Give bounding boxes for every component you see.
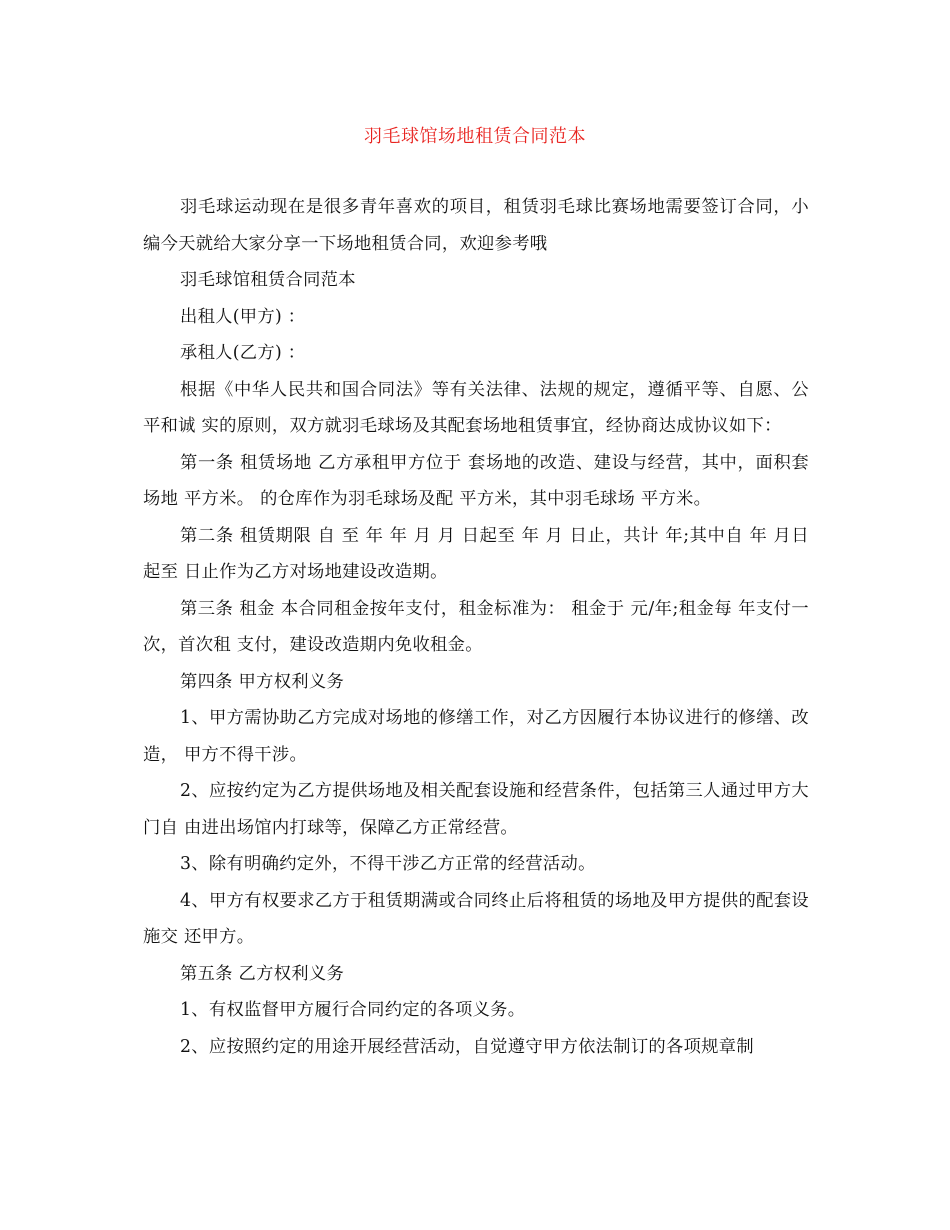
paragraph-article-2: 第二条 租赁期限 自 至 年 年 月 月 日起至 年 月 日止，共计 年;其中自 年 月日起至 日止作为乙方对场地建设改造期。 bbox=[143, 525, 809, 582]
paragraph-lessee: 承租人(乙方) ： bbox=[180, 343, 306, 363]
document-title: 羽毛球馆场地租赁合同范本 bbox=[364, 126, 586, 147]
paragraph-article-1: 第一条 租赁场地 乙方承租甲方位于 套场地的改造、建设与经营，其中，面积套场地 平方米。 的仓库作为羽毛球场及配 平方米，其中羽毛球场 平方米。 bbox=[143, 452, 809, 509]
paragraph-article-5-item-1: 1、有权监督甲方履行合同约定的各项义务。 bbox=[180, 1000, 526, 1020]
paragraph-article-4-heading: 第四条 甲方权利义务 bbox=[180, 671, 345, 692]
paragraph-preamble: 根据《中华人民共和国合同法》等有关法律、法规的规定，遵循平等、自愿、公平和诚 实的原则，双方就羽毛球场及其配套场地租赁事宜，经协商达成协议如下： bbox=[143, 379, 809, 436]
paragraph-article-4-item-2: 2、应按约定为乙方提供场地及相关配套设施和经营条件，包括第三人通过甲方大门自 由进出场馆内打球等，保障乙方正常经营。 bbox=[143, 781, 809, 838]
paragraph-article-4-item-1: 1、甲方需协助乙方完成对场地的修缮工作，对乙方因履行本协议进行的修缮、改造， 甲方不得干涉。 bbox=[143, 708, 809, 765]
paragraph-article-3: 第三条 租金 本合同租金按年支付，租金标准为： 租金于 元/年;租金每 年支付一次，首次租 支付，建设改造期内免收租金。 bbox=[143, 598, 809, 655]
paragraph-article-5-heading: 第五条 乙方权利义务 bbox=[180, 963, 345, 984]
paragraph-intro: 羽毛球运动现在是很多青年喜欢的项目，租赁羽毛球比赛场地需要签订合同，小编今天就给大家分享一下场地租赁合同，欢迎参考哦 bbox=[143, 197, 809, 254]
paragraph-article-4-item-3: 3、除有明确约定外，不得干涉乙方正常的经营活动。 bbox=[180, 854, 596, 874]
document-body bbox=[143, 189, 809, 1065]
paragraph-lessor: 出租人(甲方) ： bbox=[180, 306, 306, 327]
paragraph-article-5-item-2: 2、应按照约定的用途开展经营活动，自觉遵守甲方依法制订的各项规章制 bbox=[180, 1036, 754, 1057]
paragraph-article-4-item-4: 4、甲方有权要求乙方于租赁期满或合同终止后将租赁的场地及甲方提供的配套设施交 还甲方。 bbox=[143, 890, 809, 947]
paragraph-subtitle: 羽毛球馆租赁合同范本 bbox=[180, 270, 356, 290]
